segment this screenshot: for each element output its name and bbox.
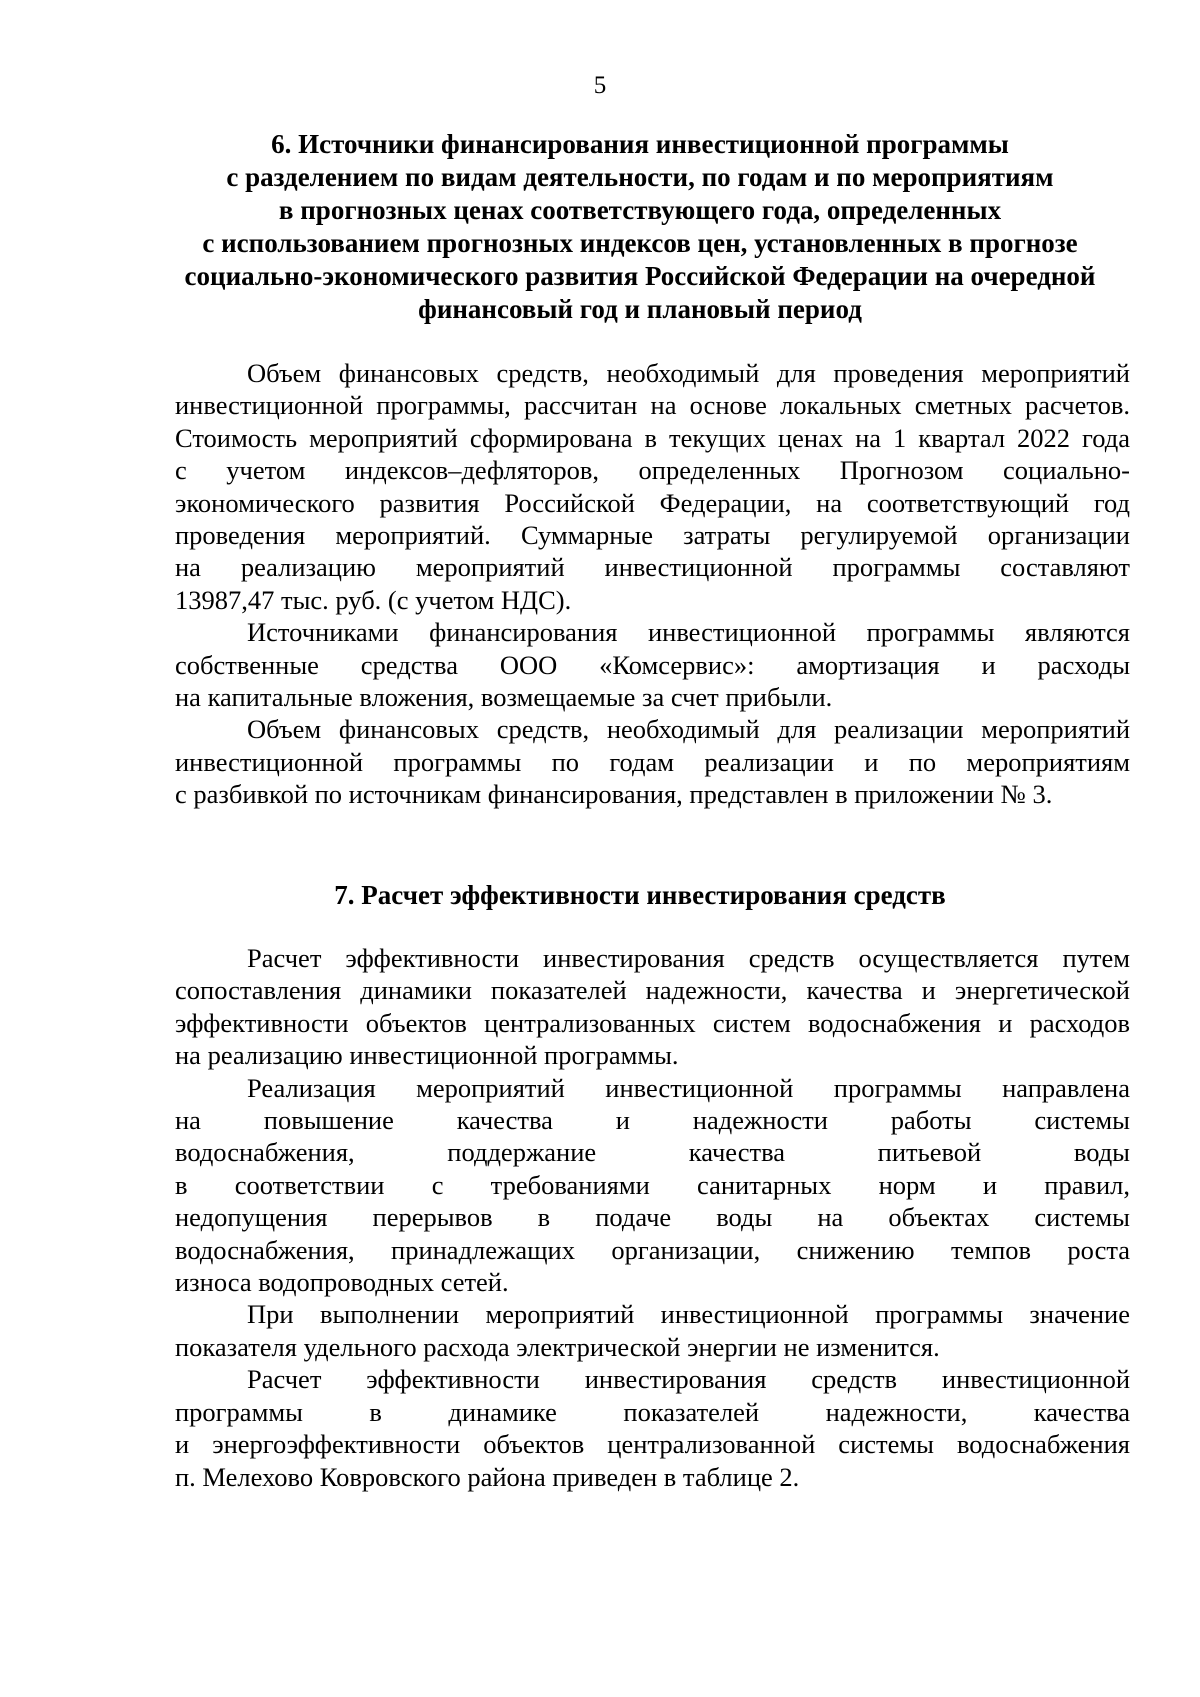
section-6-body xyxy=(175,357,1130,811)
heading-line: финансовый год и плановый период xyxy=(418,294,862,324)
text-line: с разбивкой по источникам финансирования, представлен в приложении № 3. xyxy=(175,779,1053,810)
text-line: водоснабжения, поддержание качества питьевой воды xyxy=(175,1137,1130,1168)
text-line: Стоимость мероприятий сформирована в текущих ценах на 1 квартал 2022 года xyxy=(175,422,1130,453)
text-line: п. Мелехово Ковровского района приведен в таблице 2. xyxy=(175,1461,800,1492)
heading-line: с использованием прогнозных индексов цен, установленных в прогнозе xyxy=(202,228,1078,258)
paragraph xyxy=(175,1363,1130,1493)
heading-line: 6. Источники финансирования инвестиционной программы xyxy=(271,129,1009,159)
text-line: программы в динамике показателей надежности, качества xyxy=(175,1396,1130,1427)
section-7-body xyxy=(175,942,1130,1493)
text-line: Объем финансовых средств, необходимый для проведения мероприятий xyxy=(247,358,1130,388)
text-line: Объем финансовых средств, необходимый для реализации мероприятий xyxy=(247,714,1130,745)
paragraph xyxy=(175,1298,1130,1363)
text-line: в соответствии с требованиями санитарных норм и правил, xyxy=(175,1169,1130,1200)
text-line: износа водопроводных сетей. xyxy=(175,1267,509,1298)
section-6-heading xyxy=(150,128,1130,326)
text-line: Реализация мероприятий инвестиционной программы направлена xyxy=(247,1072,1130,1103)
page-number: 5 xyxy=(593,72,607,99)
text-line: инвестиционной программы по годам реализации и по мероприятиям xyxy=(175,746,1130,777)
section-7-heading xyxy=(150,879,1130,912)
heading-line: с разделением по видам деятельности, по годам и по мероприятиям xyxy=(226,162,1054,192)
text-line: При выполнении мероприятий инвестиционной программы значение xyxy=(247,1299,1130,1330)
text-line: 13987,47 тыс. руб. (с учетом НДС). xyxy=(175,584,572,615)
text-line: с учетом индексов–дефляторов, определенных Прогнозом социально- xyxy=(175,455,1130,486)
paragraph xyxy=(175,616,1130,713)
text-line: проведения мероприятий. Суммарные затраты регулируемой организации xyxy=(175,520,1130,551)
text-line: Расчет эффективности инвестирования средств осуществляется путем xyxy=(247,943,1130,973)
paragraph xyxy=(175,713,1130,810)
heading-line: в прогнозных ценах соответствующего года, определенных xyxy=(278,195,1002,225)
text-line: Расчет эффективности инвестирования средств инвестиционной xyxy=(247,1364,1130,1395)
text-line: Источниками финансирования инвестиционной программы являются xyxy=(247,617,1130,648)
text-line: на реализацию инвестиционной программы. xyxy=(175,1040,679,1071)
text-line: собственные средства ООО «Комсервис»: амортизация и расходы xyxy=(175,649,1130,680)
heading-line: социально-экономического развития Российской Федерации на очередной xyxy=(184,261,1096,291)
paragraph xyxy=(175,1072,1130,1299)
text-line: недопущения перерывов в подаче воды на объектах системы xyxy=(175,1202,1130,1233)
text-line: водоснабжения, принадлежащих организации, снижению темпов роста xyxy=(175,1234,1130,1265)
text-line: эффективности объектов централизованных систем водоснабжения и расходов xyxy=(175,1007,1130,1038)
text-line: и энергоэффективности объектов централизованной системы водоснабжения xyxy=(175,1429,1130,1460)
paragraph xyxy=(175,942,1130,1072)
text-line: сопоставления динамики показателей надежности, качества и энергетической xyxy=(175,975,1130,1006)
text-line: на реализацию мероприятий инвестиционной программы составляют xyxy=(175,552,1130,583)
text-line: экономического развития Российской Федерации, на соответствующий год xyxy=(175,487,1130,518)
heading-line: 7. Расчет эффективности инвестирования средств xyxy=(334,880,946,910)
text-line: инвестиционной программы, рассчитан на основе локальных сметных расчетов. xyxy=(175,390,1130,421)
text-line: показателя удельного расхода электрической энергии не изменится. xyxy=(175,1331,940,1362)
text-line: на повышение качества и надежности работы системы xyxy=(175,1105,1130,1136)
text-line: на капитальные вложения, возмещаемые за счет прибыли. xyxy=(175,682,833,713)
paragraph xyxy=(175,357,1130,616)
